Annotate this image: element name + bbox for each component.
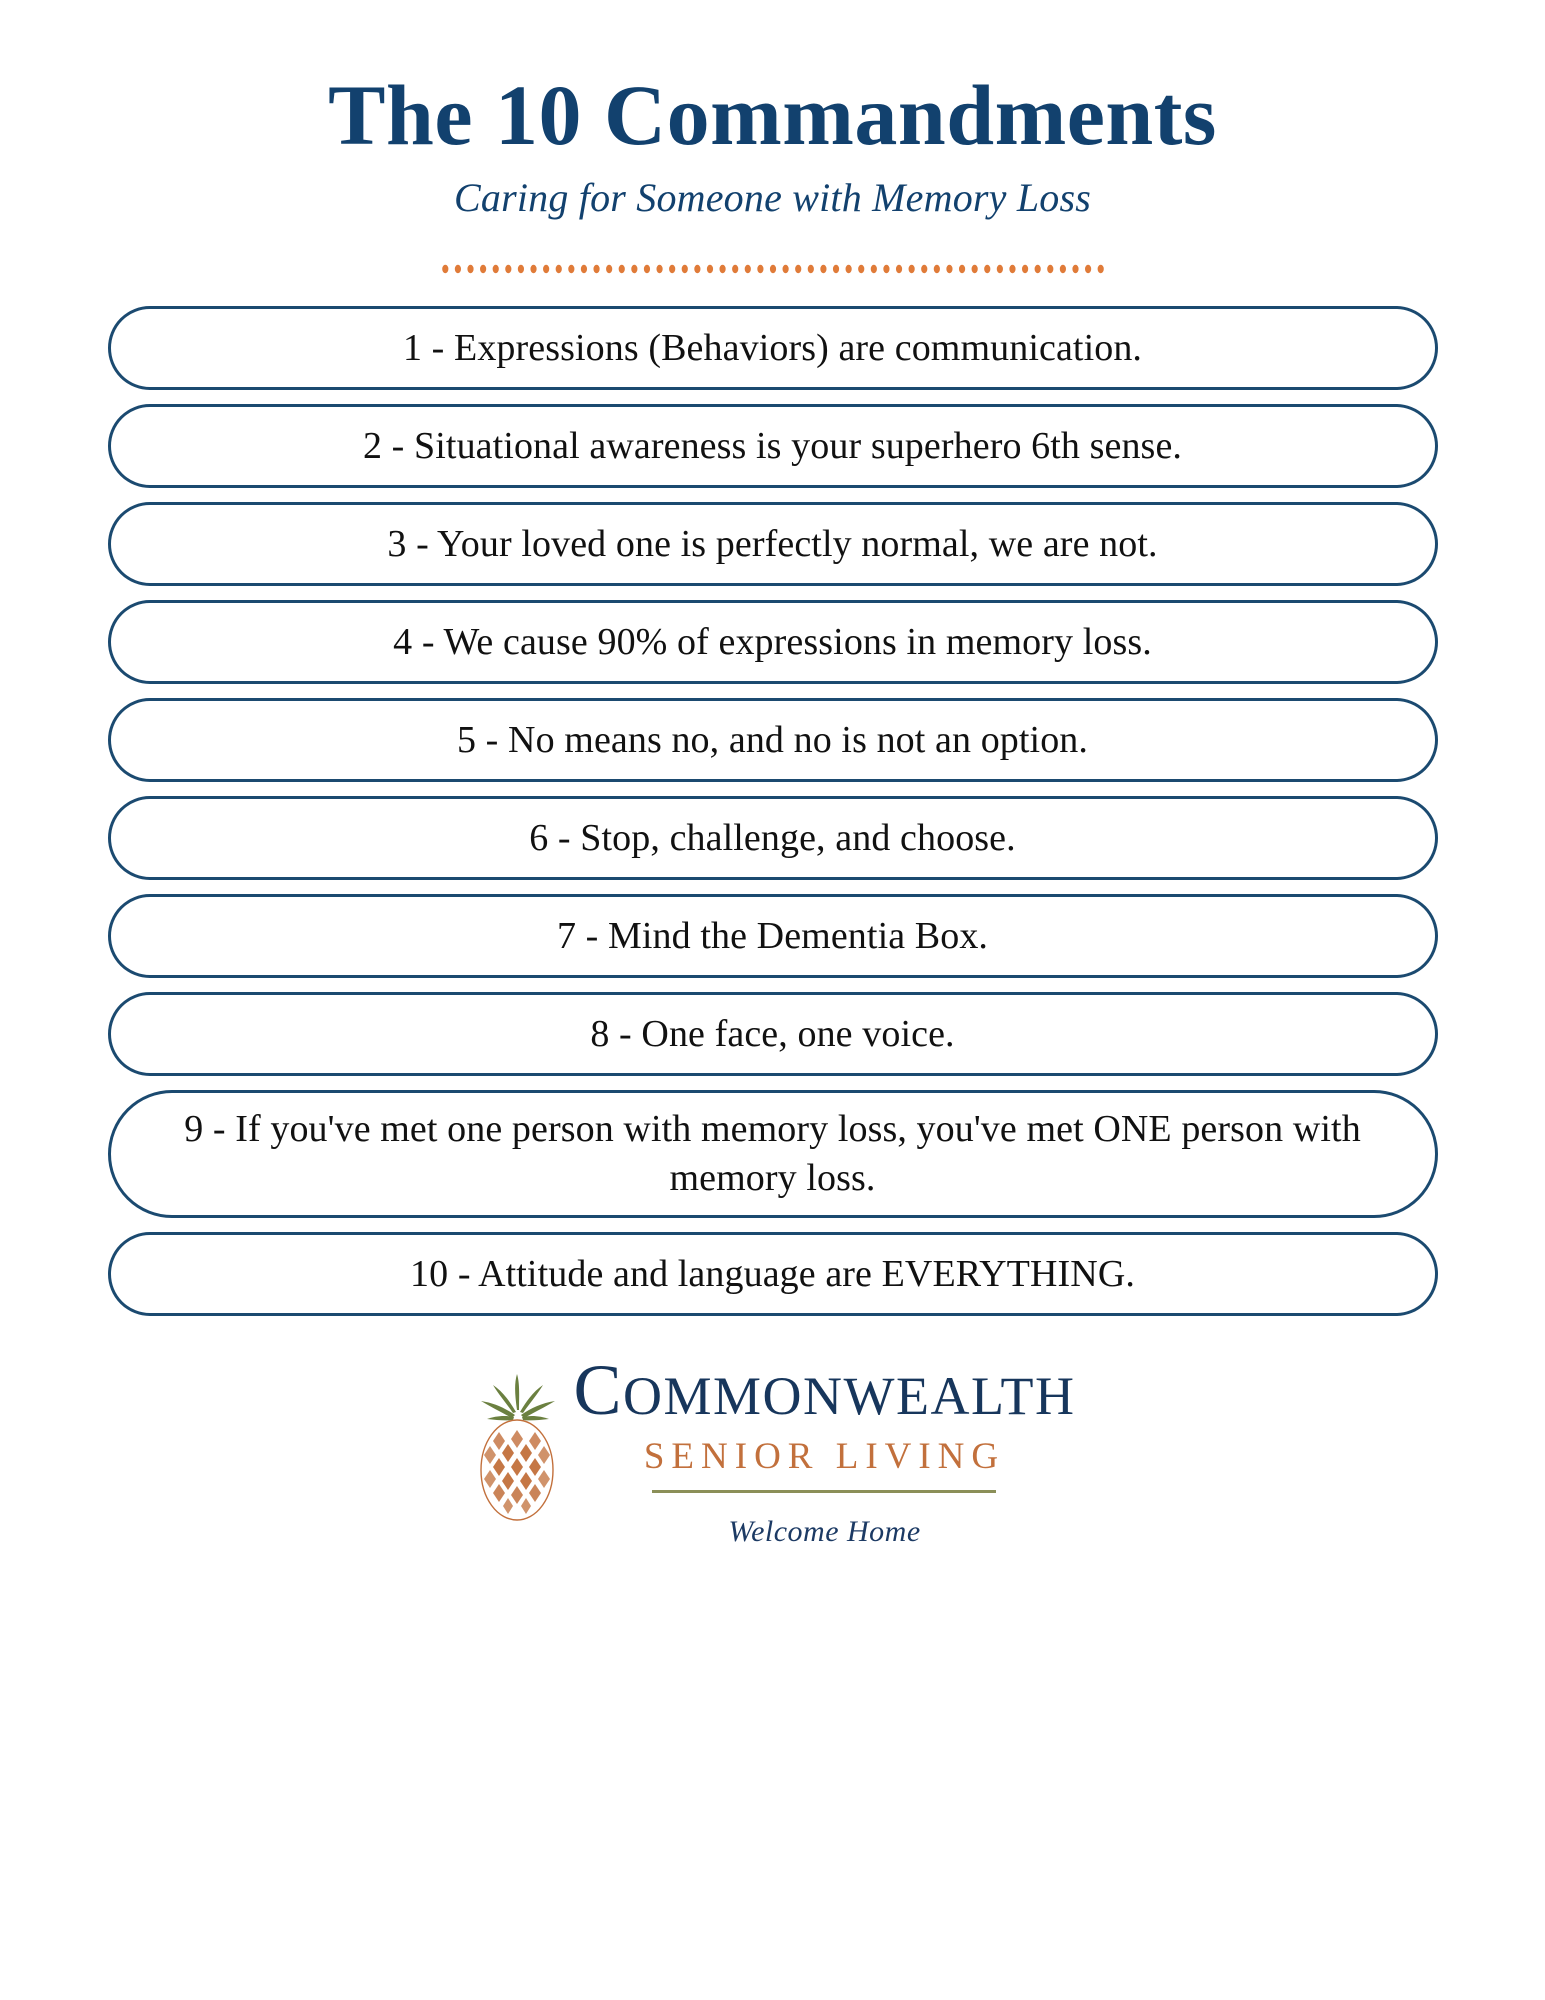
- commandment-pill: [108, 992, 1438, 1076]
- commandment-text: 3 - Your loved one is perfectly normal, we are not.: [387, 522, 1158, 565]
- commandment-pill: [108, 306, 1438, 390]
- brand-name-rest: OMMONWEALTH: [623, 1366, 1076, 1426]
- brand-subtitle: SENIOR LIVING: [643, 1436, 1006, 1477]
- page-subtitle: Caring for Someone with Memory Loss: [454, 175, 1091, 220]
- commandment-pill: [108, 1090, 1438, 1218]
- brand-name: [573, 1350, 1076, 1430]
- commandment-pill: [108, 502, 1438, 586]
- dotted-rule-icon: [439, 262, 1107, 276]
- commandment-text: 9 - If you've met one person with memory loss, you've met ONE person with memory loss.: [184, 1108, 1361, 1199]
- commandment-pill: [108, 698, 1438, 782]
- commandment-text: 10 - Attitude and language are EVERYTHING.: [410, 1252, 1135, 1295]
- divider-container: [0, 262, 1545, 276]
- commandment-pill: [108, 1232, 1438, 1316]
- commandment-text: 6 - Stop, challenge, and choose.: [529, 816, 1016, 859]
- commandment-pill: [108, 600, 1438, 684]
- brand-tagline: Welcome Home: [728, 1515, 921, 1548]
- commandment-text: 2 - Situational awareness is your superhero 6th sense.: [362, 424, 1183, 467]
- commandment-text: 8 - One face, one voice.: [590, 1012, 955, 1055]
- commandment-pill: [108, 796, 1438, 880]
- commandment-text: 1 - Expressions (Behaviors) are communication.: [402, 326, 1143, 369]
- commandments-list: [108, 306, 1438, 1316]
- pineapple-icon: [469, 1372, 565, 1522]
- commandment-text: 5 - No means no, and no is not an option.: [456, 718, 1089, 761]
- brand-divider: [652, 1490, 996, 1493]
- commandment-pill: [108, 404, 1438, 488]
- commandment-text: 7 - Mind the Dementia Box.: [556, 914, 989, 957]
- page-title: The 10 Commandments: [328, 67, 1217, 163]
- brand-logo: [0, 1350, 1545, 1549]
- header: [0, 0, 1545, 220]
- brand-wordmark: [573, 1350, 1076, 1549]
- commandment-text: 4 - We cause 90% of expressions in memory loss.: [393, 620, 1152, 663]
- commandment-pill: [108, 894, 1438, 978]
- brand-name-capital: C: [573, 1350, 624, 1430]
